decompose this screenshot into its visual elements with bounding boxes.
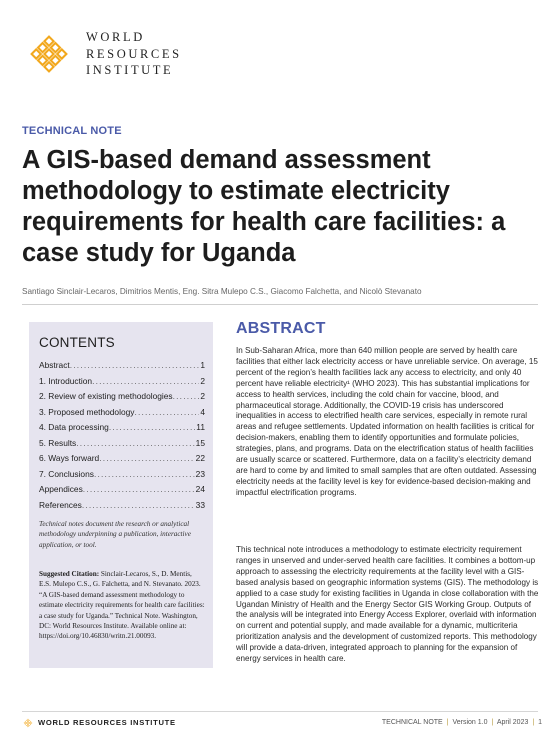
toc-leader-dots [83,482,195,498]
org-line-3: INSTITUTE [86,63,174,77]
footer-page-number: 1 [538,719,542,726]
logo-diamond [27,722,29,724]
footer-separator: | [446,719,449,726]
toc-entry-label: 5. Results [39,437,77,448]
table-of-contents [39,358,205,513]
toc-entry-page: 23 [195,468,205,479]
toc-leader-dots [76,436,194,452]
contents-heading: CONTENTS [39,335,115,350]
toc-leader-dots [82,498,195,514]
toc-entry-label: 3. Proposed methodology [39,406,135,417]
abstract-paragraph-1: In Sub-Saharan Africa, more than 640 million people are served by health care facilities that either lack electricity access or have unreliable service. On average, 15 percent of the region’s health facilities lack any access to electricity, and only 40 percent have reliable electricity¹ (WHO 2023). This has substantial implications for access to health services, including the cold chain for vaccine, blood, and pharmaceutical storage. Additionally, the COVID-19 crisis has underscored inequalities in access to electrified health care services, especially in remote rural areas and refugee settlements. Updated information on health facilities is critical for decision-makers, enabling them to identify opportunities and formulate policies, strategies, plans, and programs. Data on the electrification status of health facilities are usually scarce or scattered. Furthermore, data on a facility’s electricity demand are hard to come by and limited to small samples that are often outdated. Assessing electricity needs at the facility level is key for evidence-based decision-making and impactful electrification programs. [236,346,538,497]
wri-logo-icon [22,27,76,81]
toc-entry[interactable] [39,420,205,436]
toc-entry-page: 11 [196,422,205,432]
toc-entry[interactable] [39,467,205,483]
footer-doc-type: TECHNICAL NOTE [381,719,443,726]
toc-leader-dots [99,451,194,467]
toc-entry-page: 4 [200,406,205,417]
logo-diamond [57,49,66,58]
toc-entry-label: 2. Review of existing methodologies [39,391,173,401]
footer-meta [382,719,542,726]
toc-entry-label: 6. Ways forward [39,453,100,463]
toc-entry[interactable] [39,451,205,467]
logo-diamond [30,722,32,724]
toc-entry-label: References [39,499,82,510]
toc-entry-page: 24 [195,484,205,494]
org-line-2: RESOURCES [86,46,182,61]
toc-entry[interactable] [39,482,205,498]
toc-entry-label: 1. Introduction [39,375,93,386]
footer-separator: | [491,719,494,726]
logo-diamond [44,62,53,71]
footer-version: Version 1.0 [452,719,488,726]
logo-diamond [32,49,41,58]
toc-leader-dots [109,420,195,436]
toc-entry-page: 15 [195,437,205,448]
toc-entry[interactable] [39,389,205,405]
toc-entry[interactable] [39,405,205,421]
toc-entry-label: 4. Data processing [39,422,109,432]
toc-entry[interactable] [39,374,205,390]
footer-organization-name: WORLD RESOURCES INSTITUTE [38,718,176,727]
logo-diamond [51,56,60,65]
toc-leader-dots [94,467,195,483]
toc-entry[interactable] [39,498,205,514]
toc-leader-dots [173,389,200,405]
toc-entry[interactable] [39,358,205,374]
citation-text: Sinclair-Lecaros, S., D. Mentis, E.S. Mulepo C.S., G. Falchetta, and N. Stevanato. 2023. “A GIS-based demand assessment methodology to estimate electricity requirements for health care facilities: a case study for Uganda.” Technical Note. Washington, DC: World Resources Institute. Available online at: https://doi.org/10.46830/writn.21.00093. [39,570,205,641]
footer-date: April 2023 [496,719,529,726]
footer-separator: | [532,719,535,726]
footer-divider [22,711,538,712]
document-title: A GIS-based demand assessment methodology to estimate electricity requirements for health care facilities: a case study for Uganda [22,146,506,267]
logo-diamond [28,720,30,722]
logo-diamond [27,725,29,727]
logo-diamond [38,56,47,65]
toc-leader-dots [134,405,199,421]
toc-entry-page: 22 [195,453,205,463]
footer-wri-logo-icon [22,717,34,729]
toc-entry[interactable] [39,436,205,452]
toc-entry-label: Appendices [39,484,83,494]
logo-diamond [25,723,27,725]
toc-entry-label: 7. Conclusions [39,468,94,479]
toc-entry-page: 2 [200,375,205,386]
toc-entry-page: 33 [195,499,205,510]
contents-sidebar [29,322,213,668]
author-list: Santiago Sinclair-Lecaros, Dimitrios Mentis, Eng. Sitra Mulepo C.S., Giacomo Falchetta, and Nicolò Stevanato [22,287,422,296]
citation-label: Suggested Citation: [39,570,100,578]
toc-leader-dots [70,358,200,374]
abstract-heading: ABSTRACT [236,320,326,337]
toc-leader-dots [92,374,199,390]
logo-diamond [24,722,26,724]
technical-note-description: Technical notes document the research or analytical methodology underpinning a publication, interactive application, or tool. [39,520,191,549]
logo-diamond [44,49,53,58]
suggested-citation [39,569,205,642]
logo-diamond [44,37,53,46]
organization-name [86,29,182,79]
org-line-1: WORLD [86,30,145,44]
toc-entry-page: 2 [200,391,205,401]
logo-diamond [51,43,60,52]
document-type-label: TECHNICAL NOTE [22,125,122,137]
logo-diamond [28,723,30,725]
toc-entry-page: 1 [200,360,205,370]
logo-diamond [25,720,27,722]
abstract-paragraph-2: This technical note introduces a methodology to estimate electricity requirement ranges in unserved and under-served health care facilities. It combines a bottom-up approach to assessing the electricity requirements at the facility level with a GIS-based analysis based on geographic information systems (GIS). The methodology is applied to a case study for existing facilities in Uganda in close collaboration with the Ugandan Ministry of Health and the Energy Sector GIS Working Group. Outputs of the analysis will be integrated into Energy Access Explorer, overlaid with information on current and potential supply, and made available for a dynamic, multicriteria prioritization analysis and the development of customized reports. This methodology will provide a data-driven, integrated approach to planning for the expansion of energy services in health care. [236,545,539,664]
logo-diamond [27,719,29,721]
toc-entry-label: Abstract [39,360,70,370]
header-divider [22,304,538,305]
logo-diamond [38,43,47,52]
